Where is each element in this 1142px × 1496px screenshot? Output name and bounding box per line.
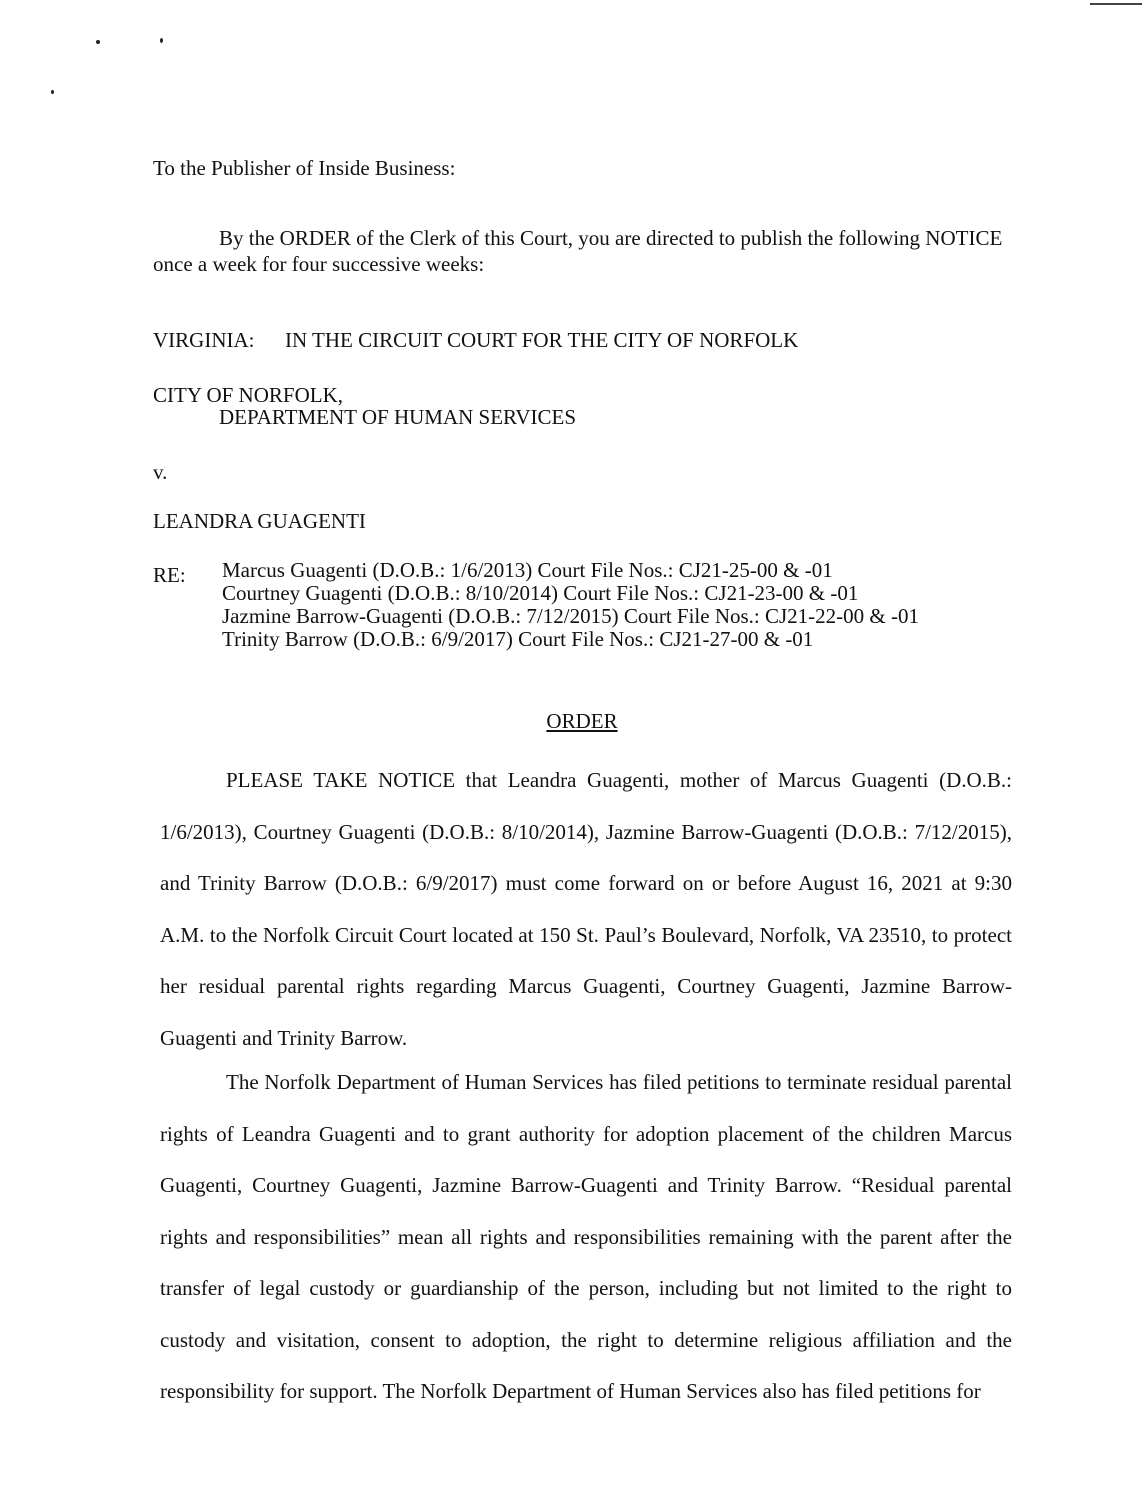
- re-entry: Marcus Guagenti (D.O.B.: 1/6/2013) Court File Nos.: CJ21-25-00 & -01: [222, 558, 833, 582]
- court-caption: [153, 328, 798, 352]
- re-entry: Courtney Guagenti (D.O.B.: 8/10/2014) Court File Nos.: CJ21-23-00 & -01: [222, 581, 859, 605]
- re-entry-list: [222, 559, 919, 651]
- order-heading: ORDER: [546, 709, 618, 733]
- court-name: IN THE CIRCUIT COURT FOR THE CITY OF NORFOLK: [285, 328, 799, 352]
- scan-speck: [160, 38, 163, 43]
- order-paragraph-2: [160, 1057, 1012, 1418]
- order-paragraph-1: [160, 755, 1012, 1064]
- scan-speck: [96, 40, 100, 44]
- scan-speck: [51, 90, 54, 94]
- re-entry: Trinity Barrow (D.O.B.: 6/9/2017) Court File Nos.: CJ21-27-00 & -01: [222, 627, 814, 651]
- paragraph-text: PLEASE TAKE NOTICE that Leandra Guagenti, mother of Marcus Guagenti (D.O.B.: 1/6/2013), Courtney Guagenti (D.O.B.: 8/10/2014), Jazmine Barrow-Guagenti (D.O.B.: 7/12/2015), and Trinity Barrow (D.O.B.: 6/9/2017) must come forward on or before August 16, 2021 at 9:30 A.M. to the Norfolk Circuit Court located at 150 St. Paul’s Boulevard, Norfolk, VA 23510, to protect her residual parental rights regarding Marcus Guagenti, Courtney Guagenti, Jazmine Barrow-Guagenti and Trinity Barrow.: [160, 768, 1012, 1050]
- directive-line-1: By the ORDER of the Clerk of this Court, you are directed to publish the following NOTICE: [219, 226, 1003, 250]
- defendant: LEANDRA GUAGENTI: [153, 509, 366, 533]
- plaintiff-line-2: DEPARTMENT OF HUMAN SERVICES: [219, 405, 577, 429]
- salutation: To the Publisher of Inside Business:: [153, 156, 456, 180]
- state-label: VIRGINIA:: [153, 328, 255, 352]
- re-entry: Jazmine Barrow-Guagenti (D.O.B.: 7/12/2015) Court File Nos.: CJ21-22-00 & -01: [222, 604, 919, 628]
- plaintiff-line-1: CITY OF NORFOLK,: [153, 383, 343, 407]
- versus: v.: [153, 460, 168, 484]
- directive-line-2: once a week for four successive weeks:: [153, 252, 485, 276]
- paragraph-text: The Norfolk Department of Human Services has filed petitions to terminate residual parental rights of Leandra Guagenti and to grant authority for adoption placement of the children Marcus Guagenti, Courtney Guagenti, Jazmine Barrow-Guagenti and Trinity Barrow. “Residual parental rights and responsibilities” mean all rights and responsibilities remaining with the parent after the transfer of legal custody or guardianship of the person, including but not limited to the right to custody and visitation, consent to adoption, the right to determine religious affiliation and the responsibility for support. The Norfolk Department of Human Services also has filed petitions for: [160, 1070, 1012, 1403]
- scan-edge-mark: [1090, 3, 1142, 5]
- re-label: RE:: [153, 563, 186, 587]
